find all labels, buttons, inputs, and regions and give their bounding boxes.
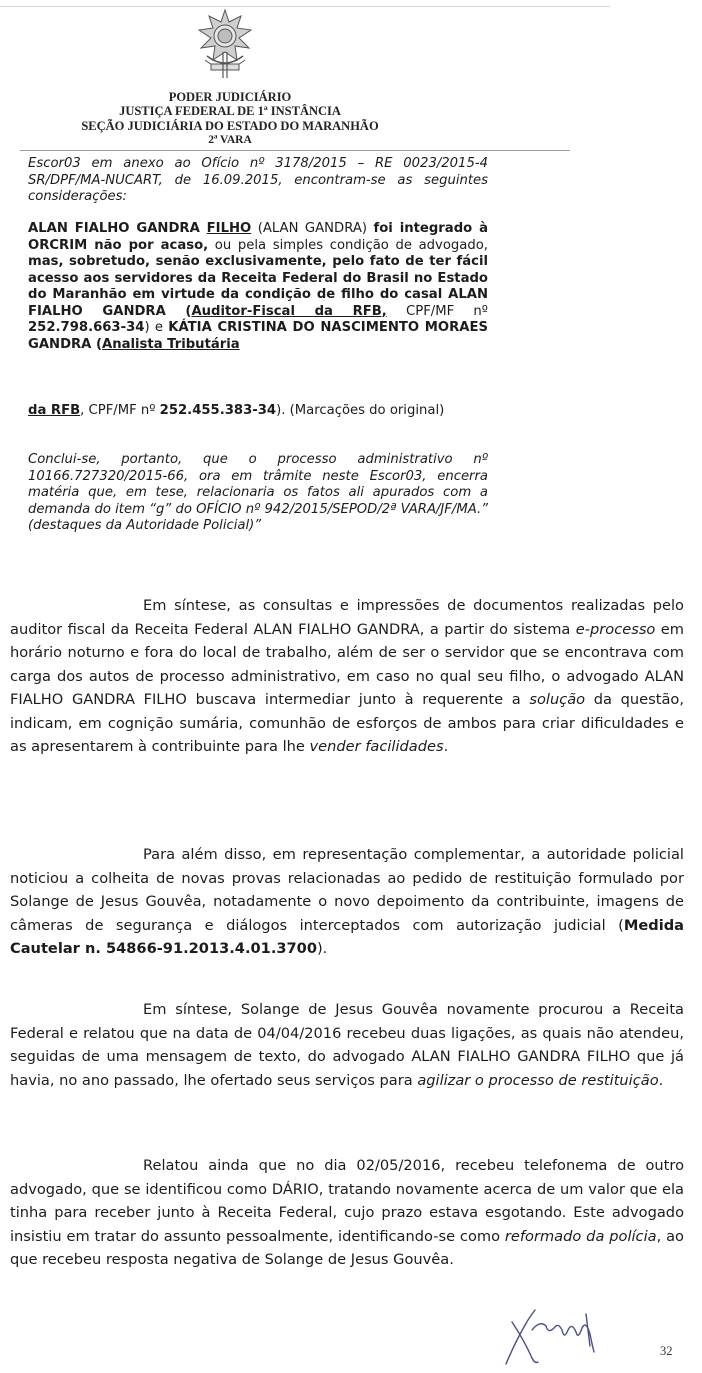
para-seg: reformado da polícia <box>504 1227 657 1245</box>
body-paragraph-2 <box>10 843 684 961</box>
para-seg: . <box>658 1071 664 1089</box>
para-seg: Em síntese, as consultas e impressões de documentos realizadas pelo auditor fiscal da Receita Federal ALAN FIALHO GANDRA, a partir do sistema <box>10 597 684 638</box>
body-paragraph-1 <box>10 594 684 759</box>
body-paragraph-3 <box>10 998 684 1092</box>
quote-seg: , CPF/MF nº <box>80 403 160 418</box>
quote-seg: 252.798.663-34 <box>28 320 145 335</box>
quote-seg: da RFB <box>28 403 81 418</box>
coat-of-arms-icon <box>193 8 257 82</box>
quote-seg: (ALAN GANDRA) <box>251 221 374 236</box>
header-line-3: SEÇÃO JUDICIÁRIA DO ESTADO DO MARANHÃO <box>81 119 379 133</box>
para-seg: . <box>443 738 449 755</box>
para-seg: Para além disso, em representação complementar, a autoridade policial noticiou a colheita de novas provas relacionadas ao pedido de restituição formulado por Solange de Jesus Gouvêa, notadamente o novo depoimento da contribuinte, imagens de câmeras de segurança e diálogos interceptados com autorização judicial ( <box>10 846 684 934</box>
quote-seg: ALAN FIALHO GANDRA <box>28 221 207 236</box>
top-rule <box>0 6 610 7</box>
quote-seg: foi integrado à ORCRIM não por acaso, <box>28 221 488 253</box>
quote-seg: mas, sobretudo, senão exclusivamente, pelo fato de ter fácil acesso aos servidores da Receita Federal do Brasil no Estado do Maranhão em virtude da condição de filho do casal ALAN FIALHO GANDRA ( <box>28 254 488 319</box>
quote-seg: ) e <box>144 320 169 335</box>
para-seg: da questão, indicam, em cognição sumária, comunhão de esforços de ambos para criar dificuldades e as apresentarem à contribuinte para lhe <box>10 691 685 755</box>
para-seg: vender facilidades <box>309 738 444 755</box>
quote-intro: Escor03 em anexo ao Ofício nº 3178/2015 – RE 0023/2015-4 SR/DPF/MA-NUCART, de 16.09.2015, encontram-se as seguintes considerações: <box>28 156 488 204</box>
header-line-2: JUSTIÇA FEDERAL DE 1ª INSTÂNCIA <box>119 104 341 118</box>
para-seg: em horário noturno e fora do local de trabalho, além de ser o servidor que se encontrava com carga dos autos de processo administrativo, em caso no qual seu filho, o advogado ALAN FIALHO GANDRA FILHO buscava intermediar junto à requerente a <box>10 620 684 708</box>
quote-seg: ). (Marcações do original) <box>276 403 445 418</box>
quote-seg: 252.455.383-34 <box>159 403 277 418</box>
para-seg: Relatou ainda que no dia 02/05/2016, recebeu telefonema de outro advogado, que se identificou como DÁRIO, tratando novamente acerca de um valor que ela tinha para receber junto à Receita Federal, cujo prazo estava esgotando. Este advogado insistiu em tratar do assunto pessoalmente, identificando-se como <box>10 1157 684 1245</box>
page-number: 32 <box>660 1344 673 1358</box>
quote-seg: Auditor-Fiscal da RFB, <box>191 303 387 319</box>
quote-considerations-cont <box>28 403 488 420</box>
quote-considerations <box>28 221 488 353</box>
quote-seg: KÁTIA CRISTINA DO NASCIMENTO MORAES GANDRA ( <box>28 320 488 352</box>
quote-conclusion: Conclui-se, portanto, que o processo administrativo nº 10166.727320/2015-66, ora em trâmite neste Escor03, encerra matéria que, em tese, relacionaria os fatos ali apurados com a demanda do item “g” do OFÍCIO nº 942/2015/SEPOD/2ª VARA/JF/MA.” (destaques da Autoridade Policial)” <box>28 452 488 533</box>
para-seg: Em síntese, Solange de Jesus Gouvêa novamente procurou a Receita Federal e relatou que na data de 04/04/2016 recebeu duas ligações, as quais não atendeu, seguidas de uma mensagem de texto, do advogado ALAN FIALHO GANDRA FILHO que já havia, no ano passado, lhe ofertado seus serviços para <box>10 1001 684 1089</box>
para-seg: agilizar o processo de restituição <box>417 1071 659 1089</box>
quote-seg: CPF/MF nº <box>386 303 489 319</box>
header-line-4: 2ª VARA <box>208 134 252 146</box>
quote-seg: Analista Tributária <box>102 336 240 352</box>
quote-seg: FILHO <box>206 221 252 236</box>
para-seg: ). <box>316 940 328 957</box>
body-paragraph-4 <box>10 1154 684 1272</box>
quote-seg: ou pela simples condição de advogado, <box>208 237 488 253</box>
header-line-1: PODER JUDICIÁRIO <box>168 90 292 104</box>
para-seg: solução <box>529 691 586 708</box>
header-rule <box>20 150 570 151</box>
para-seg: , ao que recebeu resposta negativa de Solange de Jesus Gouvêa. <box>10 1227 684 1268</box>
para-seg: Medida Cautelar n. 54866-91.2013.4.01.3700 <box>10 916 684 957</box>
para-seg: e-processo <box>575 620 656 638</box>
signature-icon <box>502 1300 612 1370</box>
